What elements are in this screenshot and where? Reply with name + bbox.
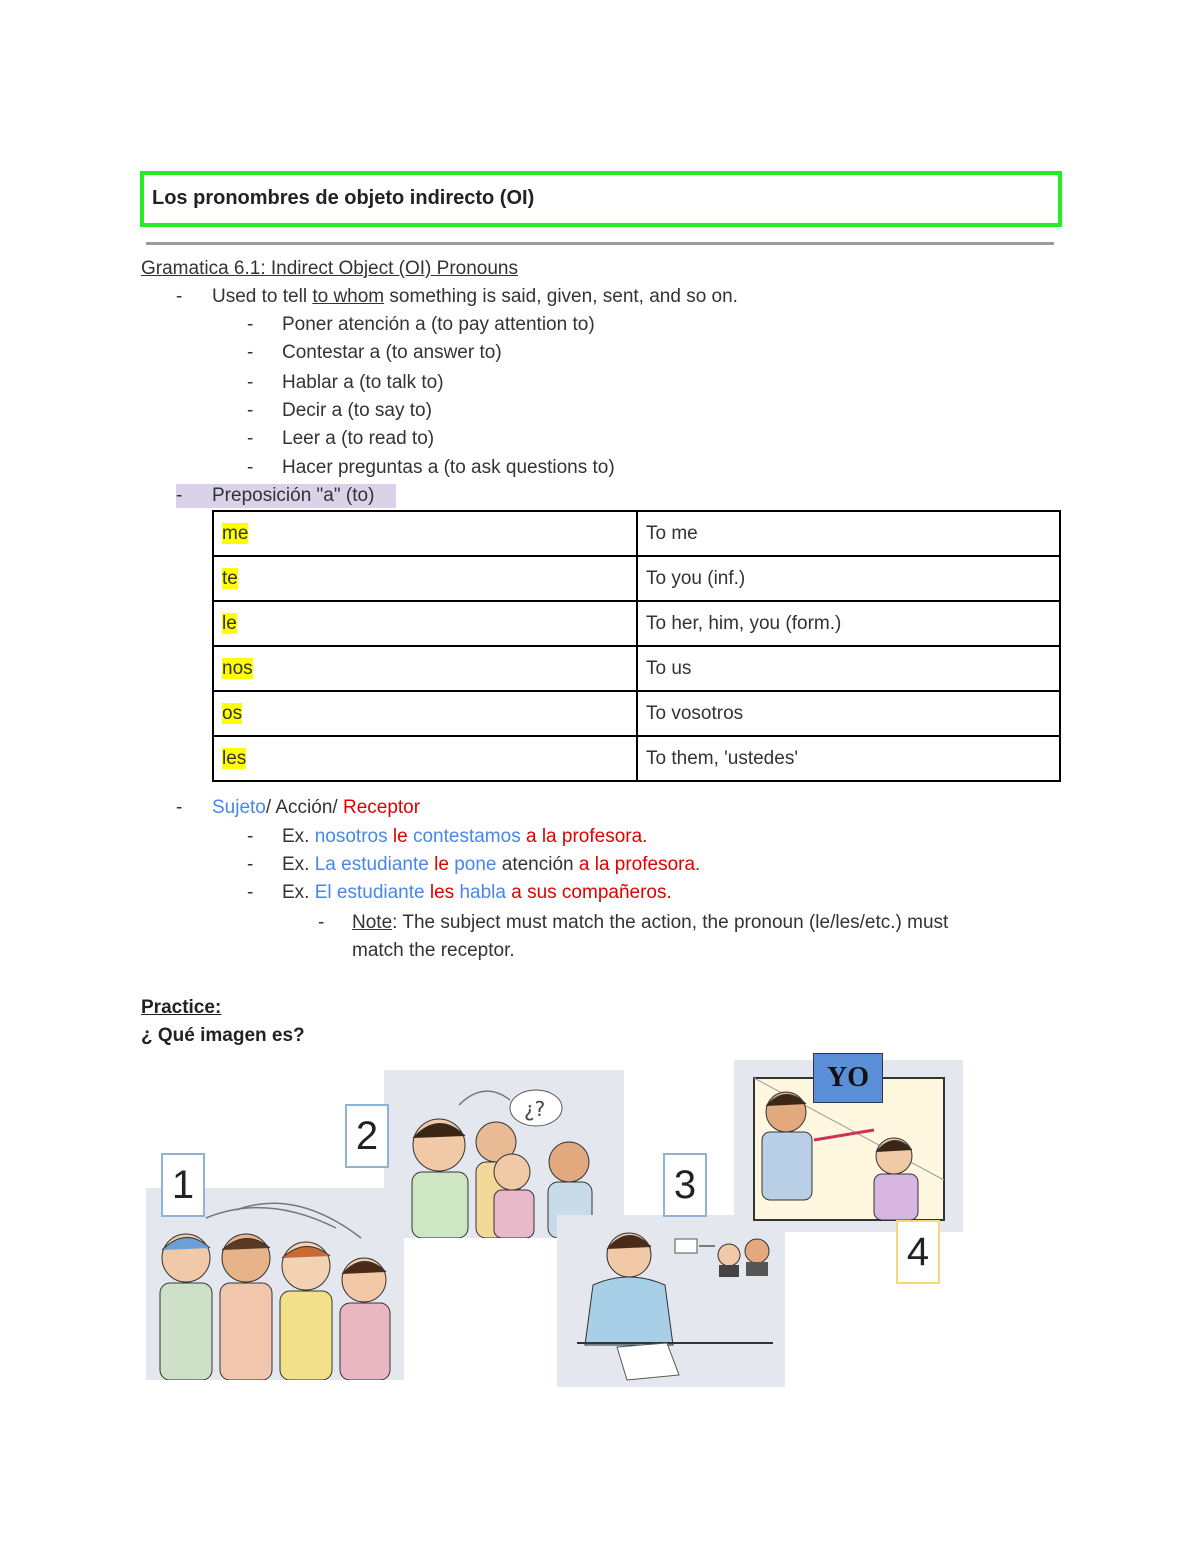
pronoun-cell: te [213, 556, 637, 601]
note-line: Note: The subject must match the action, the pronoun (le/les/etc.) must [352, 912, 949, 933]
bullet-dash: - [247, 882, 254, 903]
bullet-dash: - [247, 400, 254, 421]
table-row [213, 691, 1060, 736]
pronoun-cell: os [213, 691, 637, 736]
practice-heading: Practice: [141, 997, 222, 1018]
meaning-cell: To her, him, you (form.) [637, 601, 1060, 646]
example-line: Ex. La estudiante le pone atención a la profesora. [282, 854, 701, 875]
practice-question: ¿ Qué imagen es? [141, 1025, 305, 1046]
bullet-dash: - [247, 342, 254, 363]
used-to-line: Used to tell to whom something is said, given, sent, and so on. [212, 286, 738, 307]
meaning-cell: To me [637, 511, 1060, 556]
meaning-cell: To vosotros [637, 691, 1060, 736]
bullet-dash: - [318, 912, 325, 933]
svg-text:¿?: ¿? [524, 1097, 546, 1121]
table-row [213, 736, 1060, 781]
image-number: 2 [345, 1104, 389, 1168]
example-line: Ex. nosotros le contestamos a la profesora. [282, 826, 648, 847]
structure-line: Sujeto/ Acción/ Receptor [212, 797, 421, 818]
yo-caption: YO [813, 1053, 883, 1103]
meaning-cell: To you (inf.) [637, 556, 1060, 601]
bullet-dash: - [247, 457, 254, 478]
table-row [213, 601, 1060, 646]
verb-item: Contestar a (to answer to) [282, 342, 502, 363]
table-row [213, 646, 1060, 691]
verb-item: Hablar a (to talk to) [282, 372, 444, 393]
bullet-dash: - [247, 428, 254, 449]
bullet-dash: - [247, 854, 254, 875]
image-number: 3 [663, 1153, 707, 1217]
note-line-2: match the receptor. [352, 940, 515, 961]
bullet-dash: - [247, 372, 254, 393]
verb-item: Leer a (to read to) [282, 428, 435, 449]
image-number: 4 [896, 1220, 940, 1284]
teacher-writing-letter-illustration [557, 1215, 785, 1387]
bullet-dash: - [176, 286, 183, 307]
pronoun-cell: les [213, 736, 637, 781]
students-asking-questions-illustration [384, 1070, 624, 1238]
verb-item: Poner atención a (to pay attention to) [282, 314, 595, 335]
verb-item: Decir a (to say to) [282, 400, 432, 421]
example-line: Ex. El estudiante les habla a sus compañeros. [282, 882, 672, 903]
title-box [140, 171, 1062, 227]
meaning-cell: To them, 'ustedes' [637, 736, 1060, 781]
pronoun-table [212, 510, 1061, 782]
section-heading: Gramatica 6.1: Indirect Object (OI) Pronouns [141, 258, 518, 279]
horizontal-rule [146, 242, 1054, 245]
meaning-cell: To us [637, 646, 1060, 691]
bullet-dash: - [247, 314, 254, 335]
preposition-line: - Preposición "a" (to) [176, 484, 396, 508]
image-number: 1 [161, 1153, 205, 1217]
bullet-dash: - [176, 797, 183, 818]
pronoun-cell: le [213, 601, 637, 646]
table-row [213, 556, 1060, 601]
pronoun-cell: nos [213, 646, 637, 691]
table-row [213, 511, 1060, 556]
verb-item: Hacer preguntas a (to ask questions to) [282, 457, 615, 478]
page-title: Los pronombres de objeto indirecto (OI) [152, 187, 535, 209]
pronoun-cell: me [213, 511, 637, 556]
bullet-dash: - [247, 826, 254, 847]
